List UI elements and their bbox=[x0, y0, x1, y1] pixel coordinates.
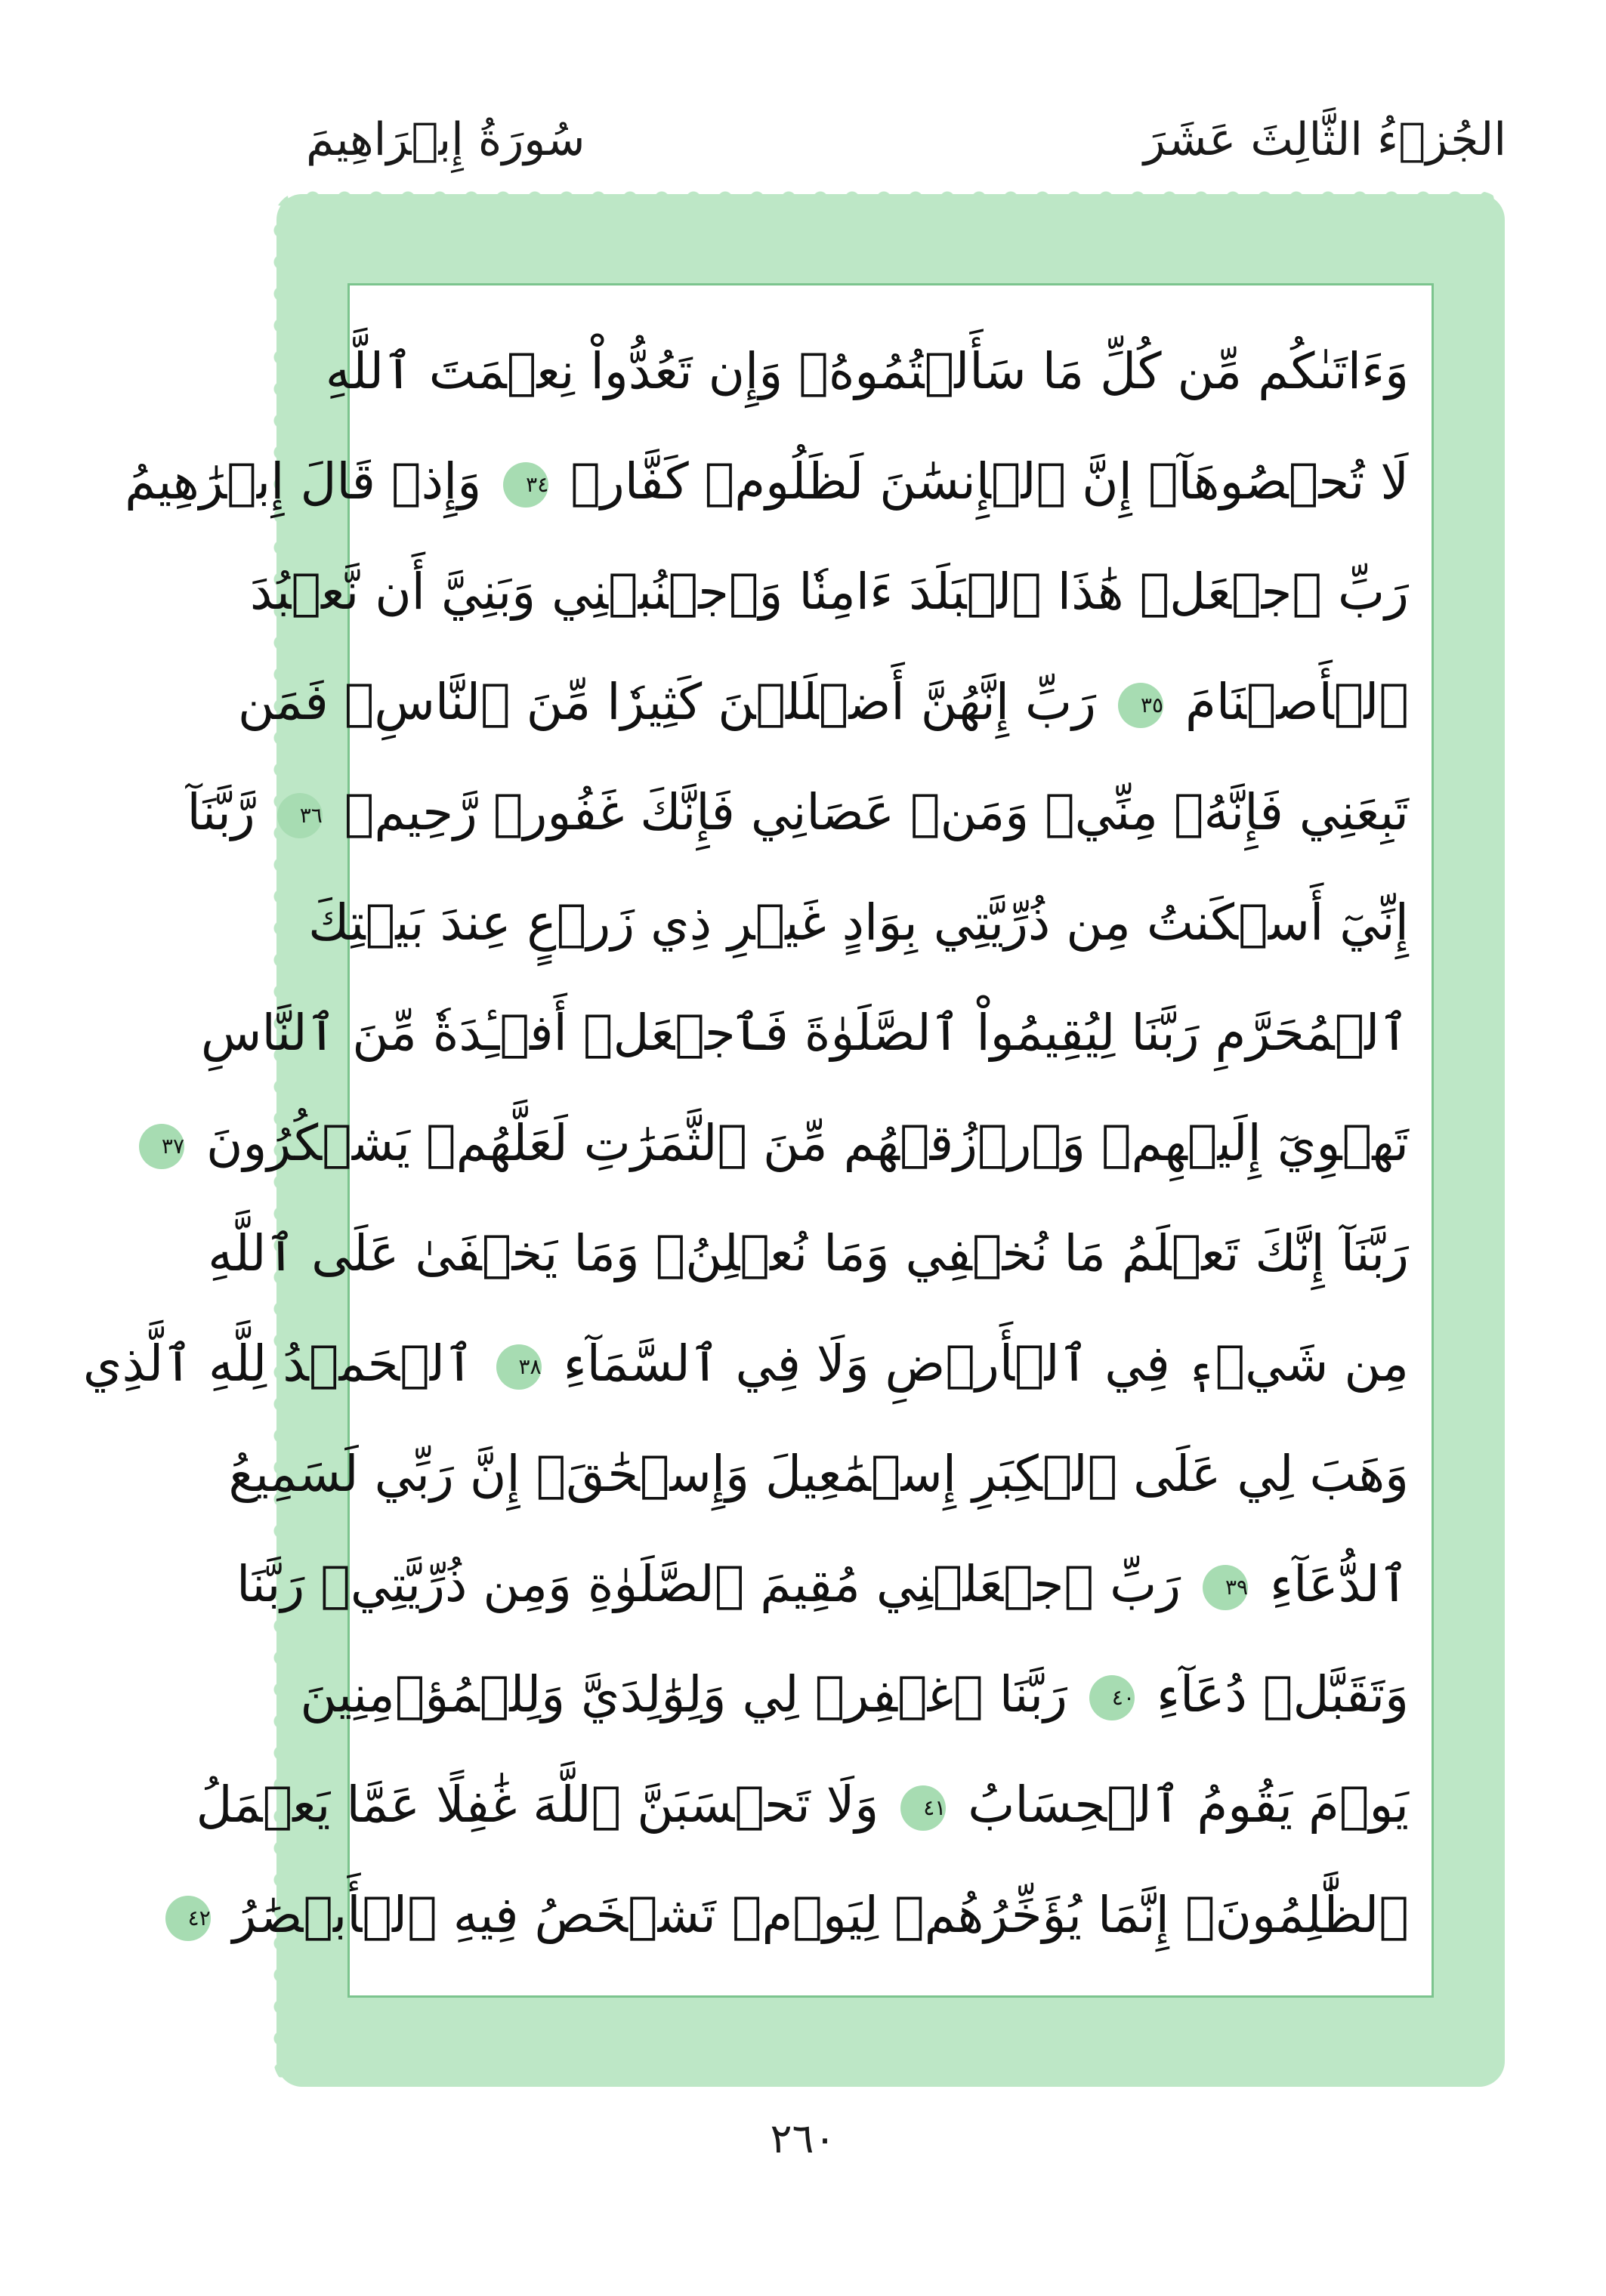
verse-text: ٱلۡأَصۡنَامَ bbox=[1185, 673, 1409, 731]
text-line bbox=[237, 647, 1409, 758]
verse-text: يَوۡمَ يَقُومُ ٱلۡحِسَابُ bbox=[968, 1776, 1409, 1834]
text-line bbox=[125, 426, 1409, 538]
page-frame bbox=[82, 199, 1500, 2082]
verse-text: رَّبَّنَآ bbox=[187, 783, 255, 841]
text-line bbox=[325, 316, 1409, 427]
text-line bbox=[249, 536, 1409, 648]
verse-text: ٱلۡمُحَرَّمِ رَبَّنَا لِيُقِيمُواْ ٱلصَّلَوٰةَ فَٱجۡعَلۡ أَفۡـِٔدَةٗ مِّنَ ٱلنَّاسِ bbox=[200, 1004, 1409, 1062]
juz-name: الجُزۡءُ الثَّالِثَ عَشَرَ bbox=[1143, 113, 1506, 166]
text-line bbox=[208, 1198, 1409, 1310]
verse-text: ٱلۡحَمۡدُ لِلَّهِ ٱلَّذِي bbox=[82, 1335, 474, 1393]
verse-text: مِن شَيۡءٖ فِي ٱلۡأَرۡضِ وَلَا فِي ٱلسَّمَآءِ bbox=[563, 1335, 1409, 1393]
ayah-number-marker: ٣٤ bbox=[503, 462, 548, 508]
text-line bbox=[161, 1088, 1409, 1199]
text-line bbox=[300, 1639, 1409, 1751]
ayah-number-marker: ٤٢ bbox=[165, 1896, 211, 1941]
verse-text: لَا تُحۡصُوهَآۗ إِنَّ ٱلۡإِنسَٰنَ لَظَلُومٞ كَفَّارٞ bbox=[570, 452, 1409, 511]
verse-text: ٱلدُّعَآءِ bbox=[1270, 1555, 1409, 1613]
text-line bbox=[187, 1859, 1409, 1971]
verse-text: رَبِّ ٱجۡعَلۡ هَٰذَا ٱلۡبَلَدَ ءَامِنٗا وَٱجۡنُبۡنِي وَبَنِيَّ أَن نَّعۡبُدَ bbox=[249, 563, 1409, 621]
verse-text: وَإِذۡ قَالَ إِبۡرَٰهِيمُ bbox=[125, 452, 482, 511]
verse-text: وَهَبَ لِي عَلَى ٱلۡكِبَرِ إِسۡمَٰعِيلَ وَإِسۡحَٰقَۚ إِنَّ رَبِّي لَسَمِيعُ bbox=[228, 1445, 1409, 1503]
text-line bbox=[82, 1308, 1409, 1420]
verse-text: تَبِعَنِي فَإِنَّهُۥ مِنِّيۖ وَمَنۡ عَصَانِي فَإِنَّكَ غَفُورٞ رَّحِيمٞ bbox=[344, 783, 1409, 841]
verse-text: وَلَا تَحۡسَبَنَّ ٱللَّهَ غَٰفِلًا عَمَّا يَعۡمَلُ bbox=[196, 1776, 879, 1834]
ayah-number-marker: ٣٨ bbox=[496, 1344, 542, 1390]
verse-text: رَبِّ إِنَّهُنَّ أَضۡلَلۡنَ كَثِيرٗا مِّنَ ٱلنَّاسِۖ فَمَن bbox=[237, 673, 1097, 731]
page-number: ٢٦٠ bbox=[770, 2115, 836, 2162]
verse-text: تَهۡوِيٓ إِلَيۡهِمۡ وَٱرۡزُقۡهُم مِّنَ ٱلثَّمَرَٰتِ لَعَلَّهُمۡ يَشۡكُرُونَ bbox=[205, 1114, 1409, 1172]
text-line bbox=[236, 1529, 1409, 1640]
ayah-number-marker: ٣٦ bbox=[277, 793, 323, 838]
text-line bbox=[228, 1418, 1409, 1530]
ayah-number-marker: ٤١ bbox=[900, 1785, 946, 1831]
ayah-number-marker: ٤٠ bbox=[1089, 1675, 1135, 1720]
verse-text: رَبِّ ٱجۡعَلۡنِي مُقِيمَ ٱلصَّلَوٰةِ وَمِن ذُرِّيَّتِيۚ رَبَّنَا bbox=[236, 1555, 1181, 1613]
text-area bbox=[82, 283, 1434, 1998]
verse-text: رَبَّنَآ إِنَّكَ تَعۡلَمُ مَا نُخۡفِي وَمَا نُعۡلِنُۗ وَمَا يَخۡفَىٰ عَلَى ٱللَّهِ bbox=[208, 1224, 1409, 1282]
ayah-number-marker: ٣٥ bbox=[1118, 683, 1163, 728]
ayah-number-marker: ٣٧ bbox=[139, 1124, 184, 1169]
text-line bbox=[308, 867, 1409, 979]
surah-name: سُورَةُ إِبۡرَاهِيمَ bbox=[306, 113, 585, 166]
verse-text: وَءَاتَىٰكُم مِّن كُلِّ مَا سَأَلۡتُمُوهُۚ وَإِن تَعُدُّواْ نِعۡمَتَ ٱللَّهِ bbox=[325, 342, 1409, 400]
ayah-number-marker: ٣٩ bbox=[1203, 1565, 1248, 1610]
verse-text: وَتَقَبَّلۡ دُعَآءِ bbox=[1156, 1665, 1409, 1724]
verse-text: إِنِّيٓ أَسۡكَنتُ مِن ذُرِّيَّتِي بِوَادٍ غَيۡرِ ذِي زَرۡعٍ عِندَ بَيۡتِكَ bbox=[308, 893, 1409, 952]
text-line bbox=[200, 977, 1409, 1089]
verse-text: رَبَّنَا ٱغۡفِرۡ لِي وَلِوَٰلِدَيَّ وَلِلۡمُؤۡمِنِينَ bbox=[300, 1665, 1067, 1724]
verse-text: ٱلظَّٰلِمُونَۚ إِنَّمَا يُؤَخِّرُهُمۡ لِيَوۡمٖ تَشۡخَصُ فِيهِ ٱلۡأَبۡصَٰرُ bbox=[232, 1886, 1409, 1944]
verse-lines bbox=[82, 316, 1409, 1965]
text-line bbox=[187, 757, 1409, 869]
text-line bbox=[196, 1749, 1409, 1861]
